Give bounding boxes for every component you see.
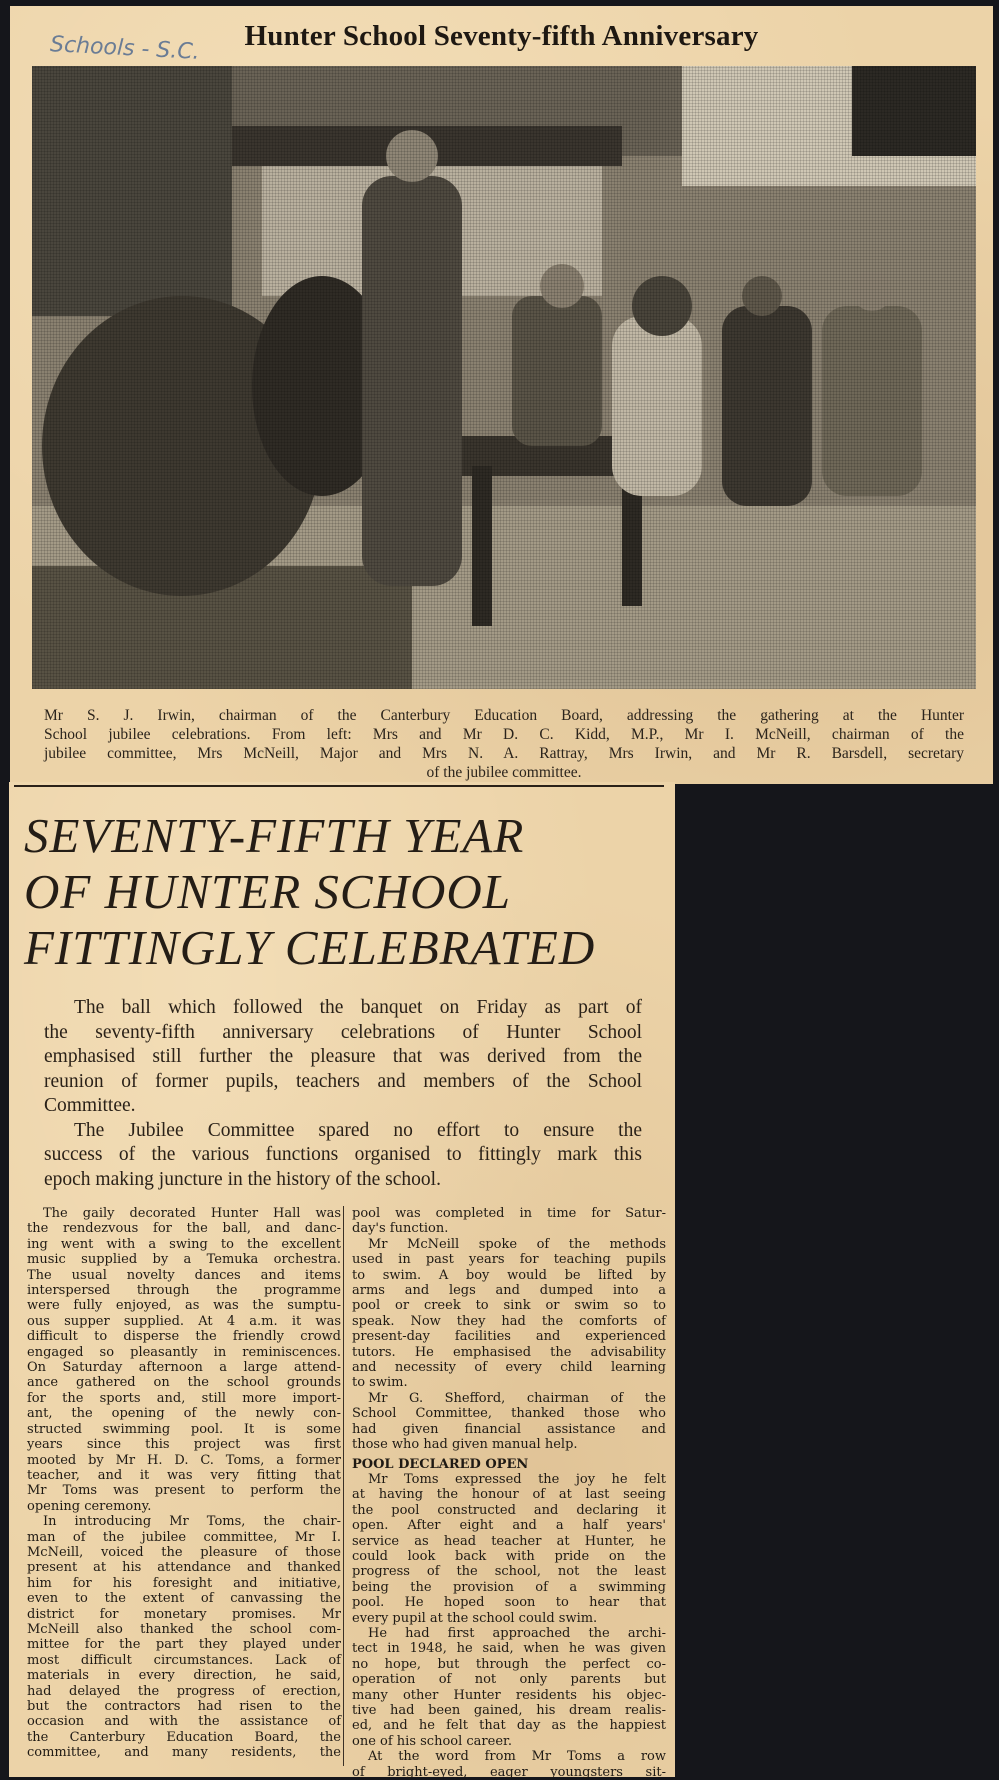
body-text-line: district for monetary promises. Mr [27,1606,341,1622]
intro-line: reunion of former pupils, teachers and members of the School [44,1070,642,1092]
body-text-line: to swim. [352,1375,408,1391]
body-text-line: mooted by Mr H. D. C. Toms, a former [27,1452,341,1468]
body-text-line: and necessity of every child learning [352,1360,666,1376]
body-text-line: pool. He hoped soon to hear that [352,1595,666,1611]
body-text-line: mittee for the part they played under [27,1637,341,1653]
body-text-line: arms and legs and dumped into a [352,1283,666,1299]
body-text-line: McNeill also thanked the school com- [27,1621,341,1637]
body-text-line: the Canterbury Education Board, the [27,1729,341,1745]
body-text-line: music supplied by a Temuka orchestra. [27,1252,341,1268]
body-text-line: Mr Toms expressed the joy he felt [368,1471,666,1487]
headline-line: OF HUNTER SCHOOL [24,864,511,919]
body-text-line: structed swimming pool. It is some [27,1421,341,1437]
caption-line: School jubilee celebrations. From left: Mrs and Mr D. C. Kidd, M.P., Mr I. McNeill, chairman of the [44,726,964,743]
headline-line: FITTINGLY CELEBRATED [24,920,596,975]
body-text-line: even to the extent of canvassing the [27,1591,341,1607]
body-text-line: pool was completed in time for Satur- [352,1206,666,1221]
clipping-header: Hunter School Seventy-fifth Anniversary [244,20,759,52]
photo-clipping [10,6,993,784]
body-text-line: He had first approached the archi- [368,1625,666,1641]
caption-line: jubilee committee, Mrs McNeill, Major and Mrs N. A. Rattray, Mrs Irwin, and Mr R. Barsdell, secretary [44,745,964,762]
body-text-line: On Saturday afternoon a large attend- [27,1360,341,1376]
article-intro [44,996,642,1192]
body-text-line: materials in every direction, he said, [27,1668,341,1684]
body-text-line: ed, and he felt that day as the happiest [352,1718,666,1734]
body-text-line: ing went with a swing to the excellent [27,1236,341,1252]
intro-line: emphasised still further the pleasure that was derived from the [44,1046,642,1067]
headline-line: SEVENTY-FIFTH YEAR [24,808,525,863]
body-text-line: of bright-eyed, eager youngsters sit- [352,1764,666,1780]
body-text-line: operation of not only parents but [352,1672,666,1688]
body-text-line: the pool constructed and declaring it [352,1502,666,1518]
body-text-line: speak. Now they had the comforts of [352,1313,666,1329]
body-text-line: every pupil at the school could swim. [352,1610,598,1626]
body-text-line: present-day facilities and experienced [352,1329,666,1345]
body-text-line: no hope, but through the perfect co- [352,1656,666,1672]
body-text-line: one of his school career. [352,1733,512,1749]
body-text-line: Mr McNeill spoke of the methods [368,1236,666,1252]
body-text-line: ance gathered on the school grounds [27,1375,341,1391]
body-text-line: could look back with pride on the [352,1548,666,1564]
body-text-line: being the provision of a swimming [352,1579,666,1595]
body-text-line: occasion and with the assistance of [27,1714,341,1730]
body-text-line: but the contractors had risen to the [27,1699,341,1714]
section-subheading: POOL DECLARED OPEN [352,1456,529,1472]
intro-line: the seventy-fifth anniversary celebrations of Hunter School [44,1021,642,1043]
body-text-line: man of the jubilee committee, Mr I. [27,1529,341,1545]
body-text-line: most difficult circumstances. Lack of [27,1652,341,1668]
body-text-line: to swim. A boy would be lifted by [352,1267,666,1283]
body-text-line: At the word from Mr Toms a row [368,1749,666,1765]
body-text-line: service as head teacher at Hunter, he [352,1533,666,1549]
body-text-line: interspersed through the programme [27,1283,341,1299]
handwritten-note: Schools - S.C. [49,32,201,65]
divider [14,785,664,787]
intro-line: Committee. [44,1095,136,1116]
body-text-line: the rendezvous for the ball, and danc- [27,1221,341,1237]
body-text-line: had given financial assistance and [352,1421,666,1437]
body-text-line: present at his attendance and thanked [27,1560,341,1576]
body-text-line: day's function. [352,1221,449,1237]
body-text-line: were fully enjoyed, as was the sumptu- [27,1298,341,1314]
body-text-line: ant, the opening of the newly con- [27,1406,341,1422]
body-text-line: McNeill, voiced the pleasure of those [27,1544,341,1560]
body-text-line: committee, and many residents, the [27,1745,341,1761]
article-column-2 [352,1206,666,1780]
body-text-line: opening ceremony. [27,1498,152,1514]
body-text-line: tect in 1948, he said, when he was given [352,1641,666,1657]
body-text-line: many other Hunter residents his objec- [352,1687,666,1703]
body-text-line: tutors. He emphasised the advisability [352,1344,666,1360]
intro-line: epoch making juncture in the history of the school. [44,1168,441,1190]
caption-line: of the jubilee committee. [426,764,582,781]
body-text-line: The gaily decorated Hunter Hall was [43,1206,341,1221]
intro-line: success of the various functions organised to fittingly mark this [44,1144,642,1165]
body-text-line: for the sports and, still more import- [27,1390,341,1406]
article-column-1 [27,1206,341,1761]
body-text-line: had delayed the progress of erection, [27,1683,341,1699]
body-text-line: him for his foresight and initiative, [27,1575,341,1591]
gathering-photo [32,66,976,689]
body-text-line: teacher, and it was very fitting that [27,1467,341,1483]
body-text-line: Mr Toms was present to perform the [27,1483,341,1499]
body-text-line: Mr G. Shefford, chairman of the [368,1390,666,1406]
body-text-line: those who had given manual help. [352,1437,578,1453]
intro-line: The ball which followed the banquet on Friday as part of [74,997,642,1018]
body-text-line: at having the honour of at last seeing [352,1487,666,1503]
body-text-line: progress of the school, not the least [352,1564,666,1580]
body-text-line: open. After eight and a half years' [352,1518,666,1534]
body-text-line: The usual novelty dances and items [27,1267,341,1283]
body-text-line: In introducing Mr Toms, the chair- [43,1514,341,1530]
body-text-line: engaged so pleasantly in reminiscences. [27,1344,341,1360]
body-text-line: tive had been gained, his dream realis- [352,1703,666,1718]
body-text-line: ous supper supplied. At 4 a.m. it was [27,1313,341,1329]
body-text-line: difficult to disperse the friendly crowd [27,1329,341,1345]
body-text-line: years since this project was first [27,1437,341,1453]
body-text-line: pool or creek to sink or swim so to [352,1298,666,1314]
article-headline [24,808,595,976]
caption-line: Mr S. J. Irwin, chairman of the Canterbury Education Board, addressing the gathering at the Hunter [44,707,964,724]
photo-caption [44,706,964,782]
body-text-line: used in past years for teaching pupils [352,1252,666,1268]
intro-line: The Jubilee Committee spared no effort to ensure the [74,1119,642,1141]
column-divider [343,1206,344,1766]
body-text-line: School Committee, thanked those who [352,1406,666,1422]
